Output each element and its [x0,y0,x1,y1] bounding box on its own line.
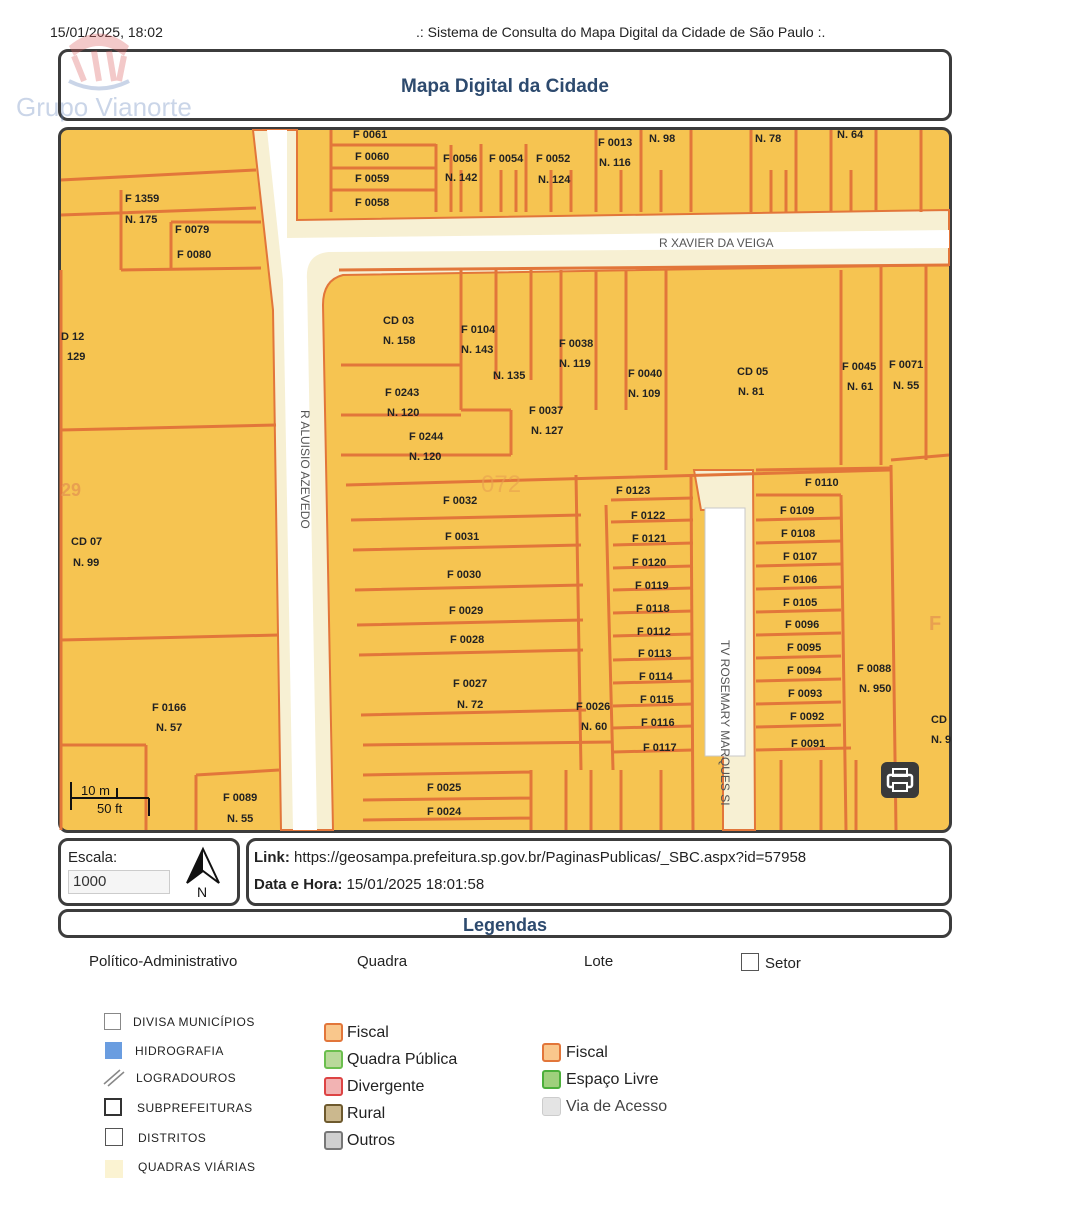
legend-item-logradouros: LOGRADOUROS [136,1071,237,1085]
lot-label: F 0117 [643,742,677,754]
page-title: Mapa Digital da Cidade [401,76,609,97]
lot-label: F 0113 [638,648,672,660]
lot-number: N. 55 [227,813,254,825]
subprefeituras-swatch [104,1098,122,1116]
lot-label: F 0096 [785,619,820,631]
lot-label: F 0122 [631,510,666,522]
north-label: N [197,884,208,900]
lot-label: F 0054 [489,153,524,165]
lot-number: N. 127 [531,425,564,437]
lot-label: F 0040 [628,368,663,380]
scale-label: Escala: [68,849,118,866]
lot-label: CD 03 [383,315,415,327]
distritos-swatch [105,1128,123,1146]
lot-number: N. 143 [461,344,494,356]
lot-label: F 0080 [177,249,212,261]
lot-label: F 0093 [788,688,823,700]
lot-number: N. 64 [837,129,864,141]
legend-col-quadra: Quadra [357,953,408,970]
lot-number: N. 120 [387,407,420,419]
lot-label: F 0092 [790,711,825,723]
lot-label: CD 05 [737,366,769,378]
legend-quadra-outros: Outros [347,1132,396,1149]
lot-label: CD [931,714,947,726]
lot-label: F 0110 [805,477,839,489]
lot-label: F 0114 [639,671,673,683]
legend-item-quadras-viarias: QUADRAS VIÁRIAS [138,1160,256,1174]
map-canvas[interactable] [61,129,952,830]
scale-input[interactable]: 1000 [68,870,170,894]
lot-number: N. 61 [847,381,874,393]
lot-number: N. 55 [893,380,920,392]
quadra-publica-swatch [324,1050,343,1069]
link-panel [246,838,952,906]
street-label-xavier-da-veiga: R XAVIER DA VEIGA [659,236,774,250]
lot-number: N. 78 [755,133,782,145]
legend-quadra-divergente: Divergente [347,1078,425,1095]
legend-col-lote: Lote [584,953,614,970]
lot-label: F 0032 [443,495,478,507]
lot-number: N. 175 [125,214,158,226]
lot-label: F 0026 [576,701,611,713]
map-viewport[interactable] [58,127,952,833]
map-scalebar [69,780,159,820]
scalebar-imperial: 50 ft [97,801,123,816]
legend-quadra-publica: Quadra Pública [347,1051,458,1068]
lot-label: F 0116 [641,717,675,729]
lote-via-acesso-swatch [542,1097,561,1116]
lot-label: F [929,613,942,635]
lot-label: F 0123 [616,485,651,497]
lot-label: F 0243 [385,387,420,399]
print-button[interactable] [881,762,919,798]
lot-number: 129 [67,351,86,363]
legend-col-setor: Setor [765,955,801,972]
lot-number: N. 99 [73,557,100,569]
quadra-rural-swatch [324,1104,343,1123]
legend-item-divisa: DIVISA MUNICÍPIOS [133,1015,255,1029]
lot-number: N. 142 [445,172,478,184]
lot-label: F 0088 [857,663,892,675]
date-label: Data e Hora: [254,876,343,893]
lot-label: F 0013 [598,137,633,149]
lot-label: F 0121 [632,533,667,545]
quadras-viarias-swatch [105,1160,123,1178]
divisa-municipios-swatch [104,1013,121,1030]
lot-number: N. 124 [538,174,571,186]
lot-label: F 0027 [453,678,488,690]
legend-title-panel [58,909,952,938]
lot-label: F 0030 [447,569,482,581]
quadra-number: 29 [61,480,82,500]
lot-label: F 0107 [783,551,818,563]
legend-quadra-rural: Rural [347,1105,386,1122]
lot-label: F 0120 [632,557,667,569]
lot-label: F 0079 [175,224,210,236]
setor-checkbox[interactable] [741,953,759,971]
lot-label: F 0244 [409,431,444,443]
lot-number: N. 950 [859,683,892,695]
lot-number: N. 120 [409,451,442,463]
brand-name: Grupo Vianorte [16,92,192,122]
date-value: 15/01/2025 18:01:58 [346,876,485,893]
legend-lote-via-acesso: Via de Acesso [566,1098,668,1115]
north-arrow-icon [185,845,225,901]
lote-fiscal-swatch [542,1043,561,1062]
lot-label: F 0089 [223,792,258,804]
lot-number: N. 135 [493,370,526,382]
lot-label: F 0118 [636,603,670,615]
lote-espaco-livre-swatch [542,1070,561,1089]
lot-label: CD 07 [71,536,103,548]
lot-number: N. 116 [599,157,631,169]
lot-label: F 0058 [355,197,390,209]
lot-number: N. 60 [581,721,608,733]
lot-number: N. 158 [383,335,416,347]
logradouros-icon [102,1068,126,1088]
lot-label: F 0031 [445,531,480,543]
lot-label: F 0045 [842,361,877,373]
quadra-fiscal-swatch [324,1023,343,1042]
lot-label: F 0112 [637,626,671,638]
quadra-number: 072 [481,471,522,498]
lot-label: F 0060 [355,151,390,163]
lot-label: F 0115 [640,694,674,706]
printer-icon [881,762,919,798]
lot-label: F 0071 [889,359,924,371]
lot-label: F 0052 [536,153,571,165]
hidrografia-swatch [105,1042,122,1059]
lot-label: F 0109 [780,505,815,517]
lot-label: F 0094 [787,665,822,677]
legend-lote-fiscal: Fiscal [566,1044,608,1061]
lot-label: F 0028 [450,634,485,646]
lot-number: N. 109 [628,388,661,400]
lot-label: F 0106 [783,574,818,586]
lot-label: F 0061 [353,129,388,141]
scale-panel [58,838,240,906]
legend-item-subprefeituras: SUBPREFEITURAS [137,1101,253,1115]
quadra-outros-swatch [324,1131,343,1150]
system-title: .: Sistema de Consulta do Mapa Digital da Cidade de São Paulo :. [416,24,826,40]
lot-label: F 0095 [787,642,822,654]
street-label-aluisio-azevedo: R ALUISIO AZEVEDO [298,410,312,529]
lot-label: F 0037 [529,405,564,417]
lot-label: F 0104 [461,324,496,336]
link-url[interactable]: https://geosampa.prefeitura.sp.gov.br/PaginasPublicas/_SBC.aspx?id=57958 [294,849,807,866]
lot-label: F 0059 [355,173,390,185]
lot-number: N. 98 [649,133,676,145]
legend-col-politico: Político-Administrativo [89,953,238,970]
legend-title: Legendas [462,915,548,935]
lot-label: F 0108 [781,528,816,540]
lot-number: N. 57 [156,722,183,734]
lot-number: N. 72 [457,699,484,711]
lot-label: F 0025 [427,782,462,794]
legend-item-distritos: DISTRITOS [138,1131,207,1145]
print-datetime: 15/01/2025, 18:02 [50,24,163,40]
street-label-rosemary-marques: TV ROSEMARY MARQUES SI [718,640,732,806]
lot-number: N. 119 [559,358,591,370]
legend-quadra-fiscal: Fiscal [347,1024,389,1041]
quadra-divergente-swatch [324,1077,343,1096]
lot-label: F 0038 [559,338,594,350]
link-label: Link: [254,849,290,866]
lot-label: F 0091 [791,738,826,750]
lot-number: N. 9 [931,734,952,746]
lot-label: F 0056 [443,153,478,165]
lot-label: F 0119 [635,580,669,592]
lot-label: D 12 [61,331,85,343]
lot-label: F 0029 [449,605,484,617]
lot-number: N. 81 [738,386,765,398]
lot-label: F 1359 [125,193,160,205]
scalebar-metric: 10 m [81,783,110,798]
lot-label: F 0166 [152,702,187,714]
lot-label: F 0024 [427,806,462,818]
legend-item-hidrografia: HIDROGRAFIA [135,1044,224,1058]
legend-lote-espaco-livre: Espaço Livre [566,1071,659,1088]
lot-label: F 0105 [783,597,818,609]
